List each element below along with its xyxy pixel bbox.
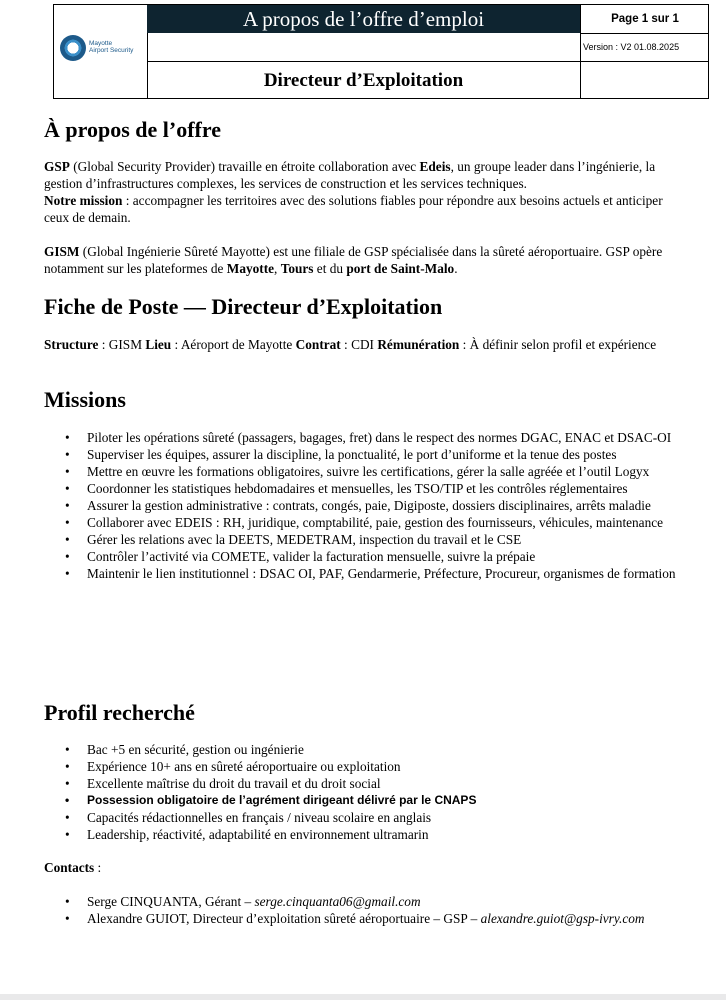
mayotte-bold: Mayotte	[226, 261, 275, 276]
logo-line-2: Airport Security	[89, 47, 134, 54]
gism-bold: GISM	[44, 244, 80, 259]
structure-label: Structure	[44, 337, 99, 352]
contact-1-email-link[interactable]: serge.cinquanta06@gmail.com	[254, 894, 421, 909]
version-label: Version : V2 01.08.2025	[580, 33, 708, 61]
contrat-label: Contrat	[295, 337, 341, 352]
remuneration-label: Rémunération	[377, 337, 460, 352]
header-title: A propos de l’offre d’emploi	[147, 5, 580, 33]
mission-item: • Contrôler l’activité via COMETE, valider la facturation mensuelle, suivre la prépaie	[44, 548, 694, 565]
document-header	[53, 4, 709, 99]
edeis-bold: Edeis	[419, 159, 451, 174]
edeis-text: , un groupe leader dans l’ingénierie, la gestion d’infrastructures complexes, les services de construction et les services techniques.	[44, 159, 656, 191]
contacts-list	[44, 893, 694, 927]
contact-item-2	[44, 910, 694, 927]
mission-item: • Collaborer avec EDEIS : RH, juridique, comptabilité, paie, gestion des fournisseurs, véhicules, maintenance	[44, 514, 694, 531]
end-dot: .	[454, 261, 458, 276]
tours-bold: Tours	[280, 261, 314, 276]
profil-list	[44, 741, 694, 843]
profil-item: • Leadership, réactivité, adaptabilité en environnement ultramarin	[44, 826, 694, 843]
saint-malo-bold: port de Saint-Malo	[346, 261, 455, 276]
lieu-label: Lieu	[145, 337, 172, 352]
mission-item: • Superviser les équipes, assurer la discipline, la ponctualité, le port d’uniforme et la tenue des postes	[44, 446, 694, 463]
contacts-label-bold: Contacts	[44, 860, 95, 875]
contacts-label	[44, 859, 684, 876]
sep-2: et du	[313, 261, 347, 276]
header-subtitle: Directeur d’Exploitation	[147, 61, 580, 99]
mission-item: • Mettre en œuvre les formations obligatoires, suivre les certifications, gérer la salle agréée et l’outil Logyx	[44, 463, 694, 480]
mayotte-airport-security-logo-icon	[60, 35, 86, 61]
logo-cell	[54, 5, 148, 98]
remuneration-value: : À définir selon profil et expérience	[459, 337, 657, 352]
profil-item: • Excellente maîtrise du droit du travail et du droit social	[44, 775, 694, 792]
mission-item: • Gérer les relations avec la DEETS, MEDETRAM, inspection du travail et le CSE	[44, 531, 694, 548]
mission-text: : accompagner les territoires avec des solutions fiables pour répondre aux besoins actuels et anticiper ceux de demain.	[44, 193, 663, 225]
contact-1-text: Serge CINQUANTA, Gérant –	[87, 894, 255, 909]
profil-heading: Profil recherché	[44, 700, 195, 725]
about-heading: À propos de l’offre	[44, 117, 222, 142]
structure-value: : GISM	[98, 337, 146, 352]
profil-item: • Bac +5 en sécurité, gestion ou ingénierie	[44, 741, 694, 758]
contact-2-email-link[interactable]: alexandre.guiot@gsp-ivry.com	[480, 911, 645, 926]
profil-item: • Capacités rédactionnelles en français / niveau scolaire en anglais	[44, 809, 694, 826]
lieu-value: : Aéroport de Mayotte	[171, 337, 296, 352]
logo-text	[89, 40, 133, 54]
missions-heading: Missions	[44, 387, 126, 412]
gsp-bold: GSP	[44, 159, 70, 174]
missions-list	[44, 429, 694, 582]
mission-item: • Maintenir le lien institutionnel : DSAC OI, PAF, Gendarmerie, Préfecture, Procureur, organismes de formation	[44, 565, 694, 582]
mission-item: • Piloter les opérations sûreté (passagers, bagages, fret) dans le respect des normes DGAC, ENAC et DSAC-OI	[44, 429, 694, 446]
mission-item: • Coordonner les statistiques hebdomadaires et mensuelles, les TSO/TIP et les contrôles réglementaires	[44, 480, 694, 497]
fiche-details	[44, 336, 684, 353]
contact-2-text: Alexandre GUIOT, Directeur d’exploitation sûreté aéroportuaire – GSP –	[87, 911, 481, 926]
header-blank-cell	[580, 61, 709, 99]
gism-text: (Global Ingénierie Sûreté Mayotte) est une filiale de GSP spécialisée dans la sûreté aéroportuaire. GSP opère notamment sur les plateformes de	[44, 244, 663, 276]
bottom-bar	[0, 994, 726, 1000]
page-number: Page 1 sur 1	[580, 5, 709, 33]
profil-item-cnaps: • Possession obligatoire de l’agrément dirigeant délivré par le CNAPS	[44, 792, 694, 809]
fiche-heading: Fiche de Poste — Directeur d’Exploitation	[44, 294, 443, 319]
gsp-text: (Global Security Provider) travaille en étroite collaboration avec	[69, 159, 420, 174]
sep-1: ,	[274, 261, 281, 276]
profil-item: • Expérience 10+ ans en sûreté aéroportuaire ou exploitation	[44, 758, 694, 775]
about-paragraph-1	[44, 158, 684, 226]
contact-item-1	[44, 893, 694, 910]
mission-item: • Assurer la gestion administrative : contrats, congés, paie, Digiposte, dossiers disciplinaires, arrêts maladie	[44, 497, 694, 514]
about-paragraph-2	[44, 243, 684, 277]
mission-bold: Notre mission	[44, 193, 123, 208]
contrat-value: : CDI	[340, 337, 378, 352]
contacts-label-suffix: :	[94, 860, 102, 875]
logo-line-1: Mayotte	[89, 40, 113, 47]
